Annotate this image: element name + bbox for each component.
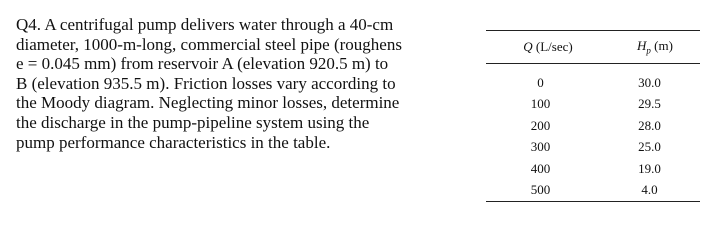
question-line: diameter, 1000-m-long, commercial steel pipe (roughens: [16, 34, 402, 54]
header-head-unit: (m): [654, 38, 673, 54]
header-head-subscript: p: [646, 45, 651, 56]
cell-head: 4.0: [641, 182, 658, 198]
pump-characteristics-table: [486, 30, 700, 202]
cell-discharge: 500: [530, 182, 551, 198]
question-line: e = 0.045 mm) from reservoir A (elevation 920.5 m) to: [16, 54, 389, 74]
question-line: Q4. A centrifugal pump delivers water through a 40-cm: [16, 15, 394, 34]
cell-head: 29.5: [638, 96, 661, 112]
header-discharge-unit: (L/sec): [535, 39, 573, 54]
data-table-body: [486, 64, 700, 201]
table-row: [486, 64, 700, 94]
cell-discharge: 400: [530, 160, 551, 176]
header-discharge-symbol: Q: [523, 39, 533, 54]
table-header-row: [486, 31, 700, 63]
table-row: [486, 158, 700, 180]
cell-discharge: 200: [530, 117, 551, 133]
cell-discharge: 300: [530, 139, 551, 155]
header-head-symbol: H: [637, 38, 647, 54]
table-row: [486, 115, 700, 137]
table-row: [486, 137, 700, 159]
cell-discharge: 0: [537, 74, 544, 90]
question-line: B (elevation 935.5 m). Friction losses vary according to: [16, 73, 396, 93]
table-row: [486, 180, 700, 202]
cell-head: 25.0: [638, 139, 661, 155]
header-discharge: [486, 31, 610, 63]
header-pump-head: [610, 31, 700, 63]
table-bottom-rule: [486, 201, 700, 202]
cell-head: 28.0: [638, 117, 661, 133]
question-line: the discharge in the pump-pipeline system using the: [16, 112, 370, 132]
question-line: pump performance characteristics in the table.: [16, 132, 331, 152]
question-text: [16, 15, 481, 152]
cell-head: 19.0: [638, 160, 661, 176]
cell-discharge: 100: [530, 96, 551, 112]
data-table: [486, 31, 700, 63]
cell-head: 30.0: [638, 74, 661, 90]
table-row: [486, 94, 700, 116]
question-line: the Moody diagram. Neglecting minor losses, determine: [16, 93, 400, 113]
